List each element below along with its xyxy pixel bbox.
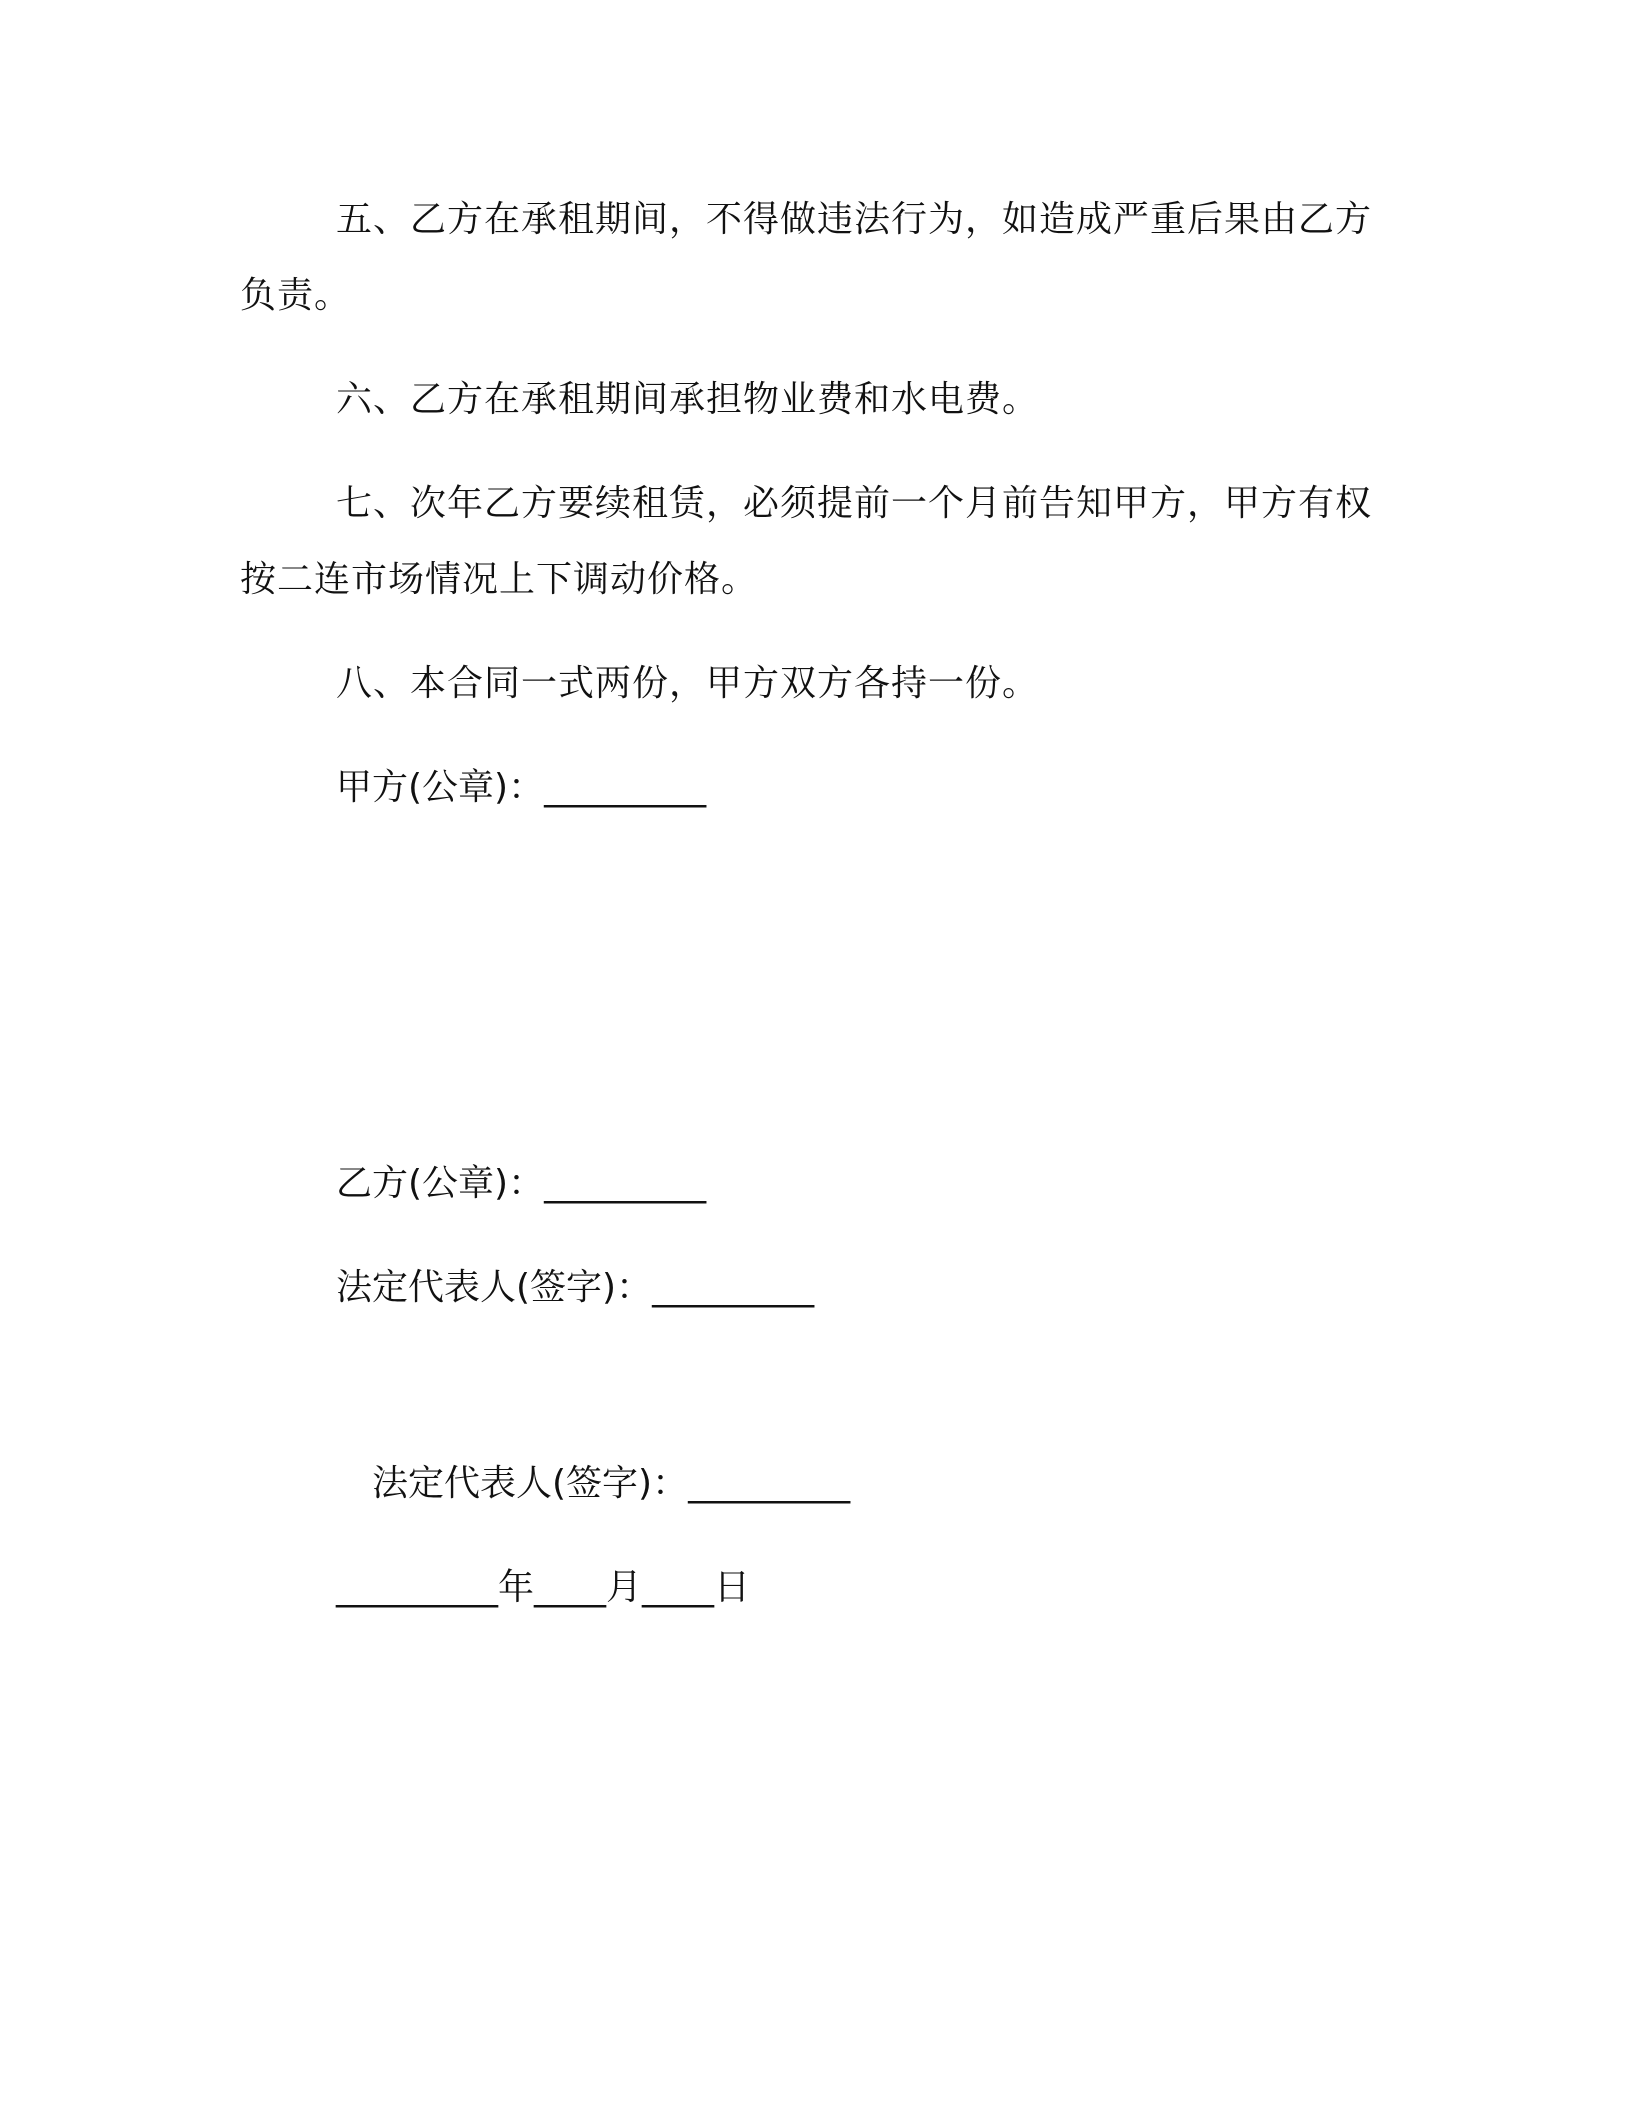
legal-representative-signature-line-1: 法定代表人(签字)：_________ xyxy=(336,1267,815,1308)
clause-7-line-1: 七、次年乙方要续租赁，必须提前一个月前告知甲方，甲方有权 xyxy=(336,483,1373,524)
party-a-seal-line: 甲方(公章)：_________ xyxy=(336,767,707,808)
date-line: _________年____月____日 xyxy=(336,1567,750,1608)
party-b-seal-line: 乙方(公章)：_________ xyxy=(336,1163,707,1204)
clause-5-line-1: 五、乙方在承租期间，不得做违法行为，如造成严重后果由乙方 xyxy=(336,199,1373,240)
clause-7-line-2: 按二连市场情况上下调动价格。 xyxy=(240,559,759,600)
clause-5-line-2: 负责。 xyxy=(240,275,352,316)
clause-8-line-1: 八、本合同一式两份，甲方双方各持一份。 xyxy=(336,663,1040,704)
clause-6-line-1: 六、乙方在承租期间承担物业费和水电费。 xyxy=(336,379,1040,420)
legal-representative-signature-line-2: 法定代表人(签字)：_________ xyxy=(372,1463,851,1504)
